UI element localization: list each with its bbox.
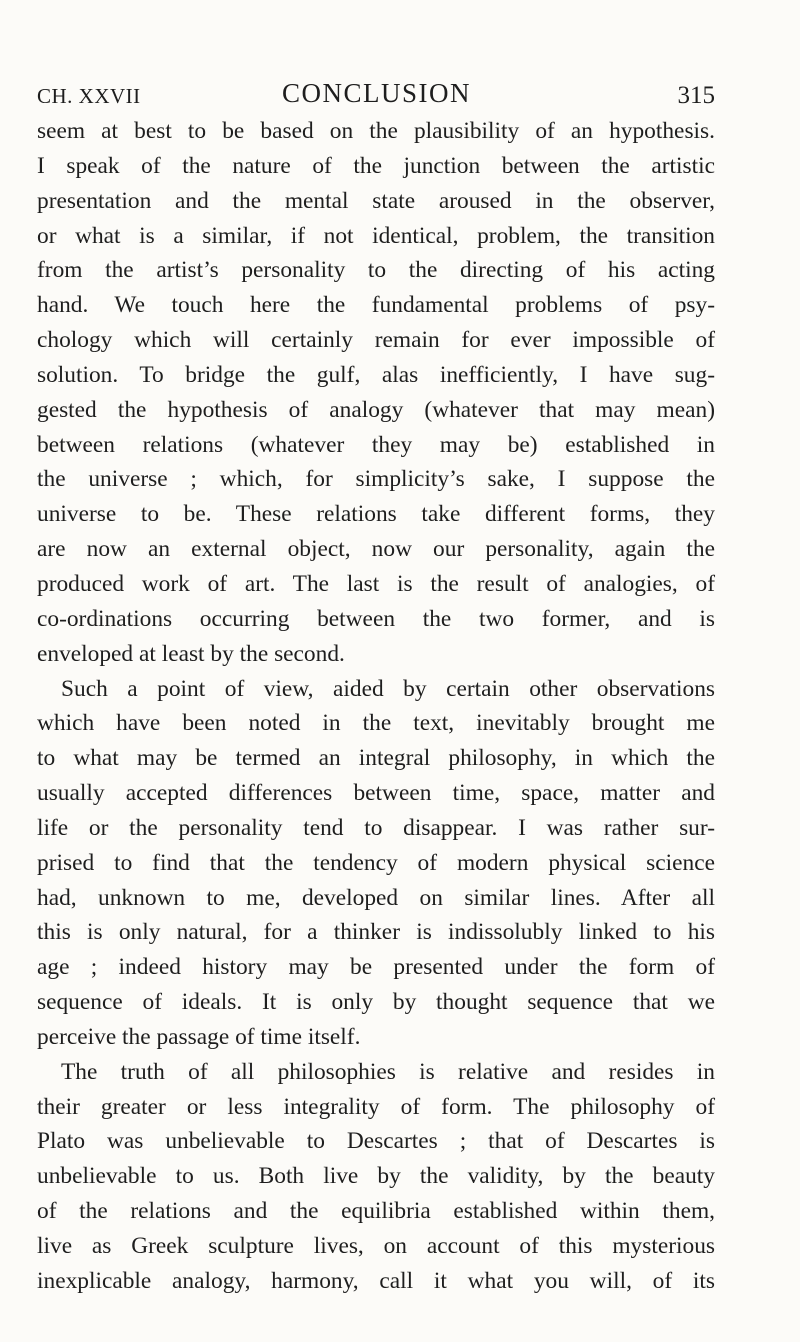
text-line: solution. To bridge the gulf, alas inefficiently, I have sug- — [37, 361, 715, 388]
text-line: their greater or less integrality of form. The philosophy of — [37, 1093, 715, 1120]
text-line: unbelievable to us. Both live by the validity, by the beauty — [37, 1163, 715, 1190]
text-line: of the relations and the equilibria established within them, — [37, 1198, 715, 1225]
body-text — [37, 114, 715, 1299]
text-line: the universe ; which, for simplicity’s sake, I suppose the — [37, 466, 715, 493]
text-line: produced work of art. The last is the result of analogies, of — [37, 570, 715, 597]
text-line: or what is a similar, if not identical, problem, the transition — [37, 222, 715, 249]
running-head — [37, 78, 715, 110]
text-line: The truth of all philosophies is relative and resides in — [61, 1058, 715, 1085]
text-line: gested the hypothesis of analogy (whatever that may mean) — [37, 396, 715, 423]
text-line: inexplicable analogy, harmony, call it what you will, of its — [37, 1267, 715, 1294]
text-line: between relations (whatever they may be) established in — [37, 431, 715, 458]
text-line: presentation and the mental state aroused in the observer, — [37, 187, 715, 214]
text-line: life or the personality tend to disappear. I was rather sur- — [37, 814, 715, 841]
chapter-title: CONCLUSION — [282, 78, 472, 108]
text-line: chology which will certainly remain for ever impossible of — [37, 327, 715, 354]
text-line: sequence of ideals. It is only by thought sequence that we — [37, 989, 715, 1016]
text-line: perceive the passage of time itself. — [37, 1023, 361, 1050]
page-number: 315 — [677, 82, 715, 109]
text-line: usually accepted differences between time, space, matter and — [37, 780, 715, 807]
chapter-label: CH. XXVII — [37, 84, 141, 108]
text-line: hand. We touch here the fundamental problems of psy- — [37, 292, 715, 319]
text-line: I speak of the nature of the junction between the artistic — [37, 152, 715, 179]
text-line: which have been noted in the text, inevitably brought me — [37, 710, 715, 737]
text-line: this is only natural, for a thinker is indissolubly linked to his — [37, 919, 715, 946]
text-line: live as Greek sculpture lives, on account of this mysterious — [37, 1233, 715, 1259]
text-line: Plato was unbelievable to Descartes ; that of Descartes is — [37, 1128, 715, 1155]
text-line: from the artist’s personality to the directing of his acting — [37, 257, 715, 284]
text-line: are now an external object, now our personality, again the — [37, 536, 715, 563]
text-line: seem at best to be based on the plausibility of an hypothesis. — [37, 118, 715, 144]
text-line: universe to be. These relations take different forms, they — [37, 501, 715, 528]
text-line: to what may be termed an integral philosophy, in which the — [37, 745, 715, 772]
text-line: had, unknown to me, developed on similar lines. After all — [37, 884, 715, 911]
text-line: prised to find that the tendency of modern physical science — [37, 849, 715, 876]
text-line: age ; indeed history may be presented under the form of — [37, 954, 715, 981]
text-line: Such a point of view, aided by certain other observations — [61, 675, 715, 702]
text-line: co-ordinations occurring between the two former, and is — [37, 605, 715, 632]
text-line: enveloped at least by the second. — [37, 640, 345, 667]
